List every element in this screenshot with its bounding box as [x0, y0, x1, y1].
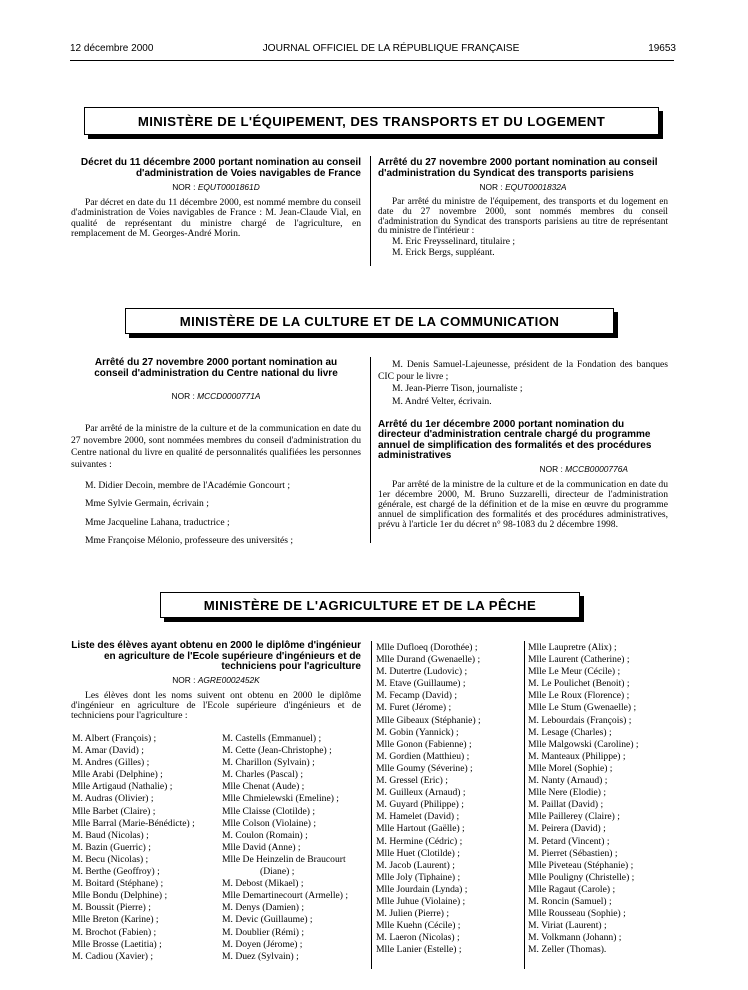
- graduate-name: Mlle Barbet (Claire) ;: [72, 805, 156, 817]
- graduate-name: M. Doyen (Jérome) ;: [222, 938, 303, 950]
- arrete-title: Arrêté du 27 novembre 2000 portant nomination au conseil d'administration du Syndicat des transports parisiens: [378, 157, 658, 179]
- member-item: Mme Sylvie Germain, écrivain ;: [85, 498, 209, 510]
- arrete-body: Par arrêté de la ministre de la culture et de la communication en date du 1er décembre 2000, M. Bruno Suzzarelli, directeur de l'administration générale, est chargé de la définition et de la mise en œuvre du programme annuel de simplification des formalités et des procédures administratives, prévu à l'article 1er du décret n° 98-1083 du 2 décembre 1998.: [378, 478, 668, 531]
- column-divider: [371, 641, 372, 969]
- graduate-name: Mlle Paillerey (Claire) ;: [528, 811, 620, 823]
- graduate-name: M. Gressel (Eric) ;: [376, 775, 448, 787]
- member-item: M. Denis Samuel-Lajeunesse, président de la Fondation des banques CIC pour le livre ;: [378, 359, 668, 382]
- arrete-body: Par arrêté de la ministre de la culture et de la communication en date du 27 novembre 2000, sont nommées membres du conseil d'administration du Centre national du livre en qualité de personnalités qualifiées les personnes suivantes :: [71, 423, 361, 470]
- graduate-name: Mlle Breton (Karine) ;: [72, 914, 159, 926]
- graduate-name: Mlle De Heinzelin de Braucourt: [222, 853, 346, 865]
- graduate-name: M. Lesage (Charles) ;: [528, 726, 612, 738]
- decree-body: Par décret en date du 11 décembre 2000, est nommé membre du conseil d'administration de Voies navigables de France : M. Jean-Claude Vial, en qualité de représentant du ministre chargé de l'agriculture, en remplacement de M. Georges-André Morin.: [71, 197, 361, 240]
- graduate-name: M. Hermine (Cédric) ;: [376, 835, 463, 847]
- graduates-column-2: [222, 733, 372, 963]
- graduate-name: Mlle Colson (Violaine) ;: [222, 817, 317, 829]
- graduate-name: Mlle Lanier (Estelle) ;: [376, 944, 462, 956]
- graduate-name: Mlle Laurent (Catherine) ;: [528, 654, 630, 666]
- graduate-name: Mlle Dufloeq (Dorothée) ;: [376, 642, 478, 653]
- graduate-name: M. Fecamp (David) ;: [376, 690, 457, 702]
- graduate-name: M. Volkmann (Johann) ;: [528, 932, 622, 944]
- graduates-column-4: [528, 642, 676, 956]
- arrete-title: Arrêté du 27 novembre 2000 portant nomination au conseil d'administration du Centre national du livre: [94, 357, 338, 379]
- arrete-body: Par arrêté du ministre de l'équipement, des transports et du logement en date du 27 novembre 2000, sont nommés membres du conseil d'administration du Syndicat des transports parisiens au titre de représentant du ministre de l'intérieur :: [378, 197, 668, 237]
- graduate-name: M. Le Poulichet (Benoit) ;: [528, 678, 630, 690]
- graduate-name: M. Charles (Pascal) ;: [222, 769, 303, 781]
- graduate-name: M. Peirera (David) ;: [528, 823, 606, 835]
- graduate-name: M. Petard (Vincent) ;: [528, 835, 610, 847]
- graduate-name: Mlle Brosse (Laetitia) ;: [72, 938, 162, 950]
- arrete-title: Arrêté du 1er décembre 2000 portant nomination du directeur d'administration centrale chargé du programme annuel de simplification des formalités et des procédures administratives: [378, 418, 652, 462]
- graduate-name: M. Brochot (Fabien) ;: [72, 926, 157, 938]
- column-divider: [370, 156, 371, 266]
- graduate-name: M. Paillat (David) ;: [528, 799, 604, 811]
- ministry-heading-equipement: MINISTÈRE DE L'ÉQUIPEMENT, DES TRANSPORTS ET DU LOGEMENT: [84, 107, 659, 135]
- graduate-name: M. Boitard (Stéphane) ;: [72, 878, 164, 890]
- graduate-name: M. Cadiou (Xavier) ;: [72, 950, 153, 962]
- graduate-name: Mlle Kuehn (Cécile) ;: [376, 920, 461, 932]
- graduate-name: M. Julien (Pierre) ;: [376, 908, 450, 920]
- graduate-name: M. Viriat (Laurent) ;: [528, 920, 607, 932]
- member-item: M. Didier Decoin, membre de l'Académie Goncourt ;: [85, 480, 290, 491]
- graduate-name: M. Laeron (Nicolas) ;: [376, 932, 460, 944]
- graduate-name: Mlle Nere (Elodie) ;: [528, 787, 607, 799]
- graduate-name: Mlle Chmielewski (Emeline) ;: [222, 793, 339, 805]
- nor-reference: NOR : AGRE0002452K: [172, 674, 260, 685]
- member-item: Mme Jacqueline Lahana, traductrice ;: [85, 516, 230, 528]
- list-intro: Les élèves dont les noms suivent ont obtenu en 2000 le diplôme d'ingénieur en agriculture de l'Ecole supérieure d'ingénieurs et de techniciens pour l'agriculture :: [71, 689, 361, 721]
- arrete-centre-national-livre: [71, 358, 361, 547]
- graduates-column-1: [72, 733, 222, 963]
- graduates-column-3: [376, 642, 524, 956]
- graduate-name: Mlle Huet (Clotilde) ;: [376, 847, 460, 859]
- decree-title: Décret du 11 décembre 2000 portant nomination au conseil d'administration de Voies navigables de France: [80, 157, 361, 179]
- graduate-name: M. Gordien (Matthieu) ;: [376, 750, 470, 762]
- nor-reference: NOR : MCCB0000776A: [539, 463, 628, 474]
- graduate-name: M. Doublier (Rémi) ;: [222, 926, 305, 938]
- graduate-name: Mlle Goumy (Séverine) ;: [376, 762, 473, 774]
- graduate-name: Mlle Bondu (Delphine) ;: [72, 890, 168, 902]
- graduate-name: M. Roncin (Samuel) ;: [528, 895, 612, 907]
- graduate-name: Mlle Le Stum (Gwenaelle) ;: [528, 702, 637, 714]
- member-item: M. Jean-Pierre Tison, journaliste ;: [392, 383, 523, 394]
- graduate-name: Mlle Artigaud (Nathalie) ;: [72, 781, 173, 793]
- graduate-name: M. Cette (Jean-Christophe) ;: [222, 745, 332, 757]
- graduate-name: M. Pierret (Sébastien) ;: [528, 847, 618, 859]
- appointee: M. Eric Freysselinard, titulaire ;: [392, 236, 516, 248]
- graduate-name: M. Denys (Damien) ;: [222, 902, 305, 914]
- graduate-name: Mlle Claisse (Clotilde) ;: [222, 805, 315, 817]
- graduate-name: M. Charillon (Sylvain) ;: [222, 757, 315, 769]
- graduate-name: M. Etave (Guillaume) ;: [376, 678, 466, 690]
- graduate-name: M. Becu (Nicolas) ;: [72, 853, 149, 865]
- graduate-name: M. Bazin (Guerric) ;: [72, 841, 151, 853]
- nor-reference: NOR : EQUT0001832A: [479, 182, 567, 192]
- graduate-name: M. Guyard (Philippe) ;: [376, 799, 464, 811]
- nor-reference: NOR : EQUT0001861D: [172, 182, 260, 192]
- graduate-name: M. Lebourdais (François) ;: [528, 714, 632, 726]
- graduate-name: Mlle Arabi (Delphine) ;: [72, 769, 163, 781]
- ministry-heading-agriculture: MINISTÈRE DE L'AGRICULTURE ET DE LA PÊCHE: [160, 592, 580, 618]
- header-rule: [70, 60, 674, 61]
- decree-voies-navigables: [71, 158, 361, 240]
- graduate-name: M. Jacob (Laurent) ;: [376, 859, 455, 871]
- graduate-name: Mlle Rousseau (Sophie) ;: [528, 908, 626, 920]
- graduate-name: M. Audras (Olivier) ;: [72, 793, 154, 805]
- graduate-name: Mlle Laupretre (Alix) ;: [528, 642, 617, 653]
- graduate-name: M. Coulon (Romain) ;: [222, 829, 308, 841]
- graduate-name: Mlle Juhue (Violaine) ;: [376, 895, 466, 907]
- liste-eleves: [71, 641, 361, 721]
- appointee: M. Erick Bergs, suppléant.: [392, 246, 495, 258]
- graduate-name: Mlle Ragaut (Carole) ;: [528, 883, 616, 895]
- graduate-name: Mlle Joly (Tiphaine) ;: [376, 871, 461, 883]
- header-page-number: 19653: [648, 43, 676, 54]
- graduate-name: M. Duez (Sylvain) ;: [222, 950, 299, 962]
- graduate-name: M. Baud (Nicolas) ;: [72, 829, 149, 841]
- header-date: 12 décembre 2000: [70, 43, 154, 54]
- member-item: Mme Françoise Mélonio, professeure des universités ;: [85, 535, 294, 547]
- graduate-name: M. Furet (Jérome) ;: [376, 702, 452, 714]
- graduate-name: Mlle Durand (Gwenaelle) ;: [376, 654, 481, 666]
- culture-right-column: [378, 359, 668, 530]
- graduate-name: M. Boussit (Pierre) ;: [72, 902, 151, 914]
- arrete-transports-parisiens: [378, 158, 668, 258]
- header-title: JOURNAL OFFICIEL DE LA RÉPUBLIQUE FRANÇAISE: [262, 43, 520, 54]
- graduate-name: M. Nanty (Arnaud) ;: [528, 775, 608, 787]
- graduate-name: M. Castells (Emmanuel) ;: [222, 733, 322, 744]
- graduate-name: Mlle Le Meur (Cécile) ;: [528, 666, 621, 678]
- graduate-name: Mlle Barral (Marie-Bénédicte) ;: [72, 817, 195, 829]
- member-item: M. André Velter, écrivain.: [392, 396, 492, 408]
- graduate-name: Mlle Pouligny (Christelle) ;: [528, 871, 635, 883]
- graduate-name: M. Debost (Mikael) ;: [222, 878, 304, 890]
- graduate-name: Mlle Hartout (Gaëlle) ;: [376, 823, 465, 835]
- graduate-name: M. Devic (Guillaume) ;: [222, 914, 313, 926]
- graduate-name: M. Zeller (Thomas).: [528, 944, 607, 956]
- graduate-name: M. Berthe (Geoffroy) ;: [72, 866, 160, 878]
- graduate-name: M. Guilleux (Arnaud) ;: [376, 787, 466, 799]
- graduate-name: M. Dutertre (Ludovic) ;: [376, 666, 468, 678]
- graduate-name: M. Albert (François) ;: [72, 733, 157, 744]
- graduate-name: Mlle Gonon (Fabienne) ;: [376, 738, 472, 750]
- graduate-name: Mlle David (Anne) ;: [222, 841, 301, 853]
- graduate-name: M. Andres (Gilles) ;: [72, 757, 150, 769]
- column-divider: [370, 357, 371, 543]
- graduate-name: Mlle Piveteau (Stéphanie) ;: [528, 859, 634, 871]
- graduate-name: Mlle Malgowski (Caroline) ;: [528, 738, 639, 750]
- graduate-name: M. Gobin (Yannick) ;: [376, 726, 459, 738]
- graduate-name: M. Manteaux (Philippe) ;: [528, 750, 626, 762]
- graduate-name: Mlle Chenat (Aude) ;: [222, 781, 305, 793]
- graduate-name: Mlle Morel (Sophie) ;: [528, 762, 613, 774]
- ministry-heading-culture: MINISTÈRE DE LA CULTURE ET DE LA COMMUNICATION: [125, 308, 614, 334]
- nor-reference: NOR : MCCD0000771A: [171, 391, 261, 401]
- graduate-name: M. Hamelet (David) ;: [376, 811, 460, 823]
- graduate-name: Mlle Gibeaux (Stéphanie) ;: [376, 714, 481, 726]
- list-title: Liste des élèves ayant obtenu en 2000 le diplôme d'ingénieur en agriculture de l'Ecole supérieure d'ingénieurs et de techniciens pour l'agriculture: [71, 640, 361, 672]
- column-divider: [524, 641, 525, 969]
- graduate-name: Mlle Jourdain (Lynda) ;: [376, 883, 468, 895]
- graduate-name: Mlle Le Roux (Florence) ;: [528, 690, 630, 702]
- graduate-name: M. Amar (David) ;: [72, 745, 144, 757]
- graduate-name: Mlle Demartinecourt (Armelle) ;: [222, 890, 349, 902]
- graduate-name: (Diane) ;: [260, 866, 295, 878]
